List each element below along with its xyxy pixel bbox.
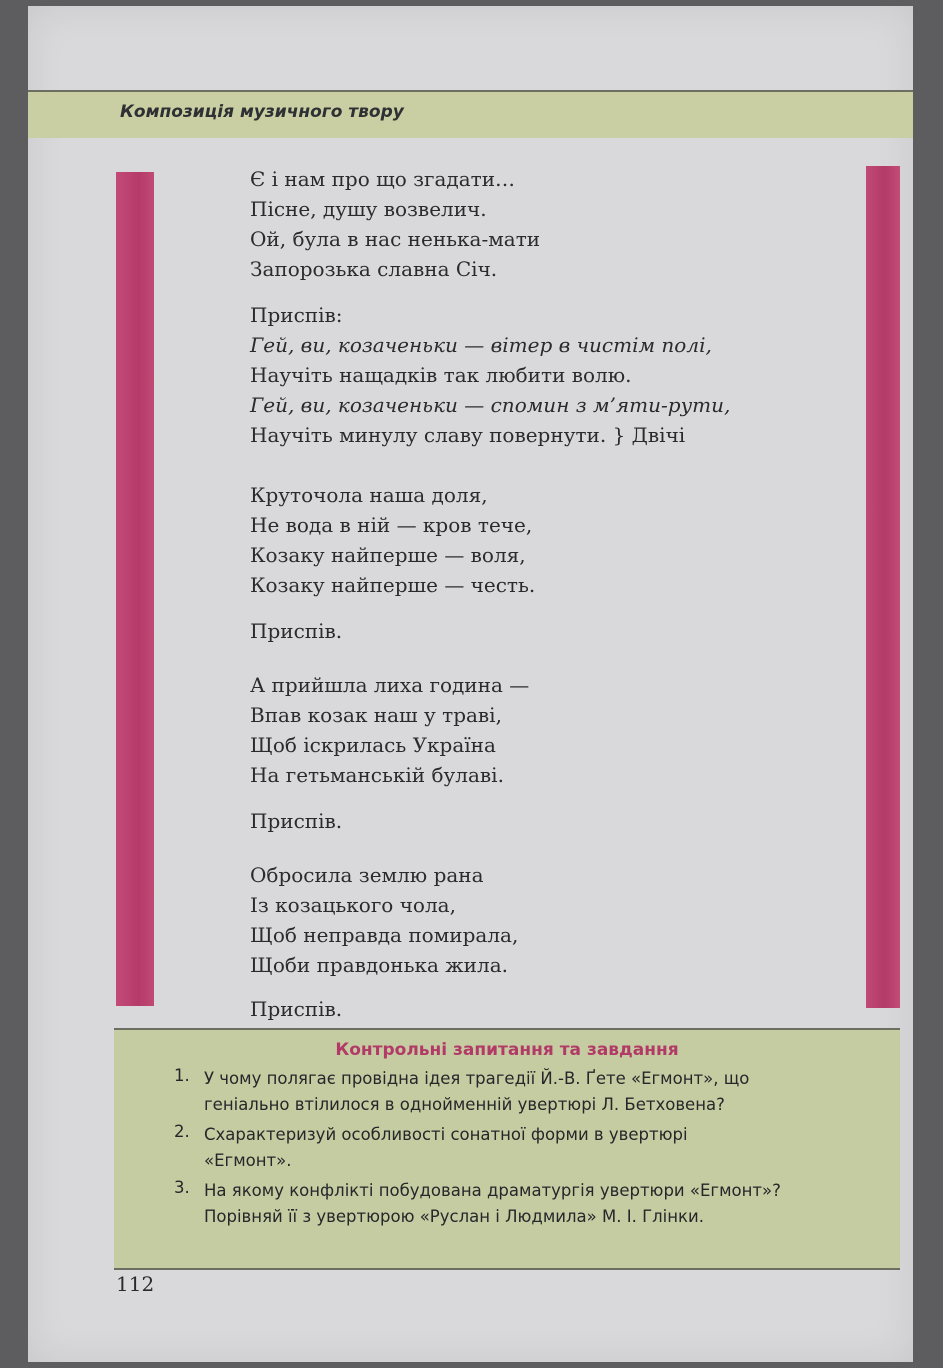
lyric-line: Не вода в ній — кров тече, <box>250 513 533 537</box>
refrain-label: Приспів. <box>250 809 343 833</box>
chorus-line: Гей, ви, козаченьки — спомин з м’яти-рути, <box>250 393 731 417</box>
refrain-label: Приспів. <box>250 997 343 1021</box>
chorus-line-last <box>250 420 830 450</box>
question-item <box>174 1178 894 1230</box>
lyric-line: Козаку найперше — воля, <box>250 543 526 567</box>
left-decorative-bar <box>116 172 154 1006</box>
question-text: геніально втілилося в однойменній увертюрі Л. Бетховена? <box>204 1095 725 1114</box>
question-item <box>174 1122 894 1174</box>
chorus-line: Научіть нащадків так любити волю. <box>250 363 632 387</box>
chorus-label: Приспів: <box>250 303 343 327</box>
lyric-line: Щоби правдонька жила. <box>250 953 508 977</box>
book-page <box>28 6 913 1362</box>
lyric-line: Із козацького чола, <box>250 893 456 917</box>
repeat-twice-mark: } Двічі <box>612 423 686 447</box>
question-text: Порівняй її з увертюрою «Руслан і Людмила» М. І. Глінки. <box>204 1207 704 1226</box>
review-questions-box <box>114 1028 900 1270</box>
chorus <box>250 300 830 450</box>
lyric-line: Впав козак наш у траві, <box>250 703 502 727</box>
lyric-line: Обросила землю рана <box>250 863 484 887</box>
lyric-line: Щоб іскрилась Україна <box>250 733 496 757</box>
lyric-line: Є і нам про що згадати… <box>250 167 516 191</box>
question-item <box>174 1066 894 1118</box>
refrain-label: Приспів. <box>250 619 343 643</box>
lyric-line: Щоб неправда помирала, <box>250 923 519 947</box>
question-text: На якому конфлікті побудована драматургія увертюри «Егмонт»? <box>204 1181 781 1200</box>
lyric-line: Ой, була в нас ненька-мати <box>250 227 541 251</box>
stanza-4 <box>250 860 830 980</box>
questions-list <box>174 1066 894 1234</box>
question-text: Схарактеризуй особливості сонатної форми в увертюрі <box>204 1125 688 1144</box>
lyric-line: Козаку найперше — честь. <box>250 573 536 597</box>
section-title: Композиція музичного твору <box>120 102 404 122</box>
lyric-line: А прийшла лиха година — <box>250 673 530 697</box>
chorus-line: Гей, ви, козаченьки — вітер в чистім полі, <box>250 333 712 357</box>
chorus-line: Научіть минулу славу повернути. <box>250 423 607 447</box>
section-header-band <box>28 90 913 138</box>
questions-title: Контрольні запитання та завдання <box>335 1040 679 1060</box>
question-number: 3. <box>174 1178 190 1197</box>
question-number: 1. <box>174 1066 190 1085</box>
song-lyrics <box>250 164 830 1024</box>
page-number: 112 <box>116 1272 155 1296</box>
stanza-2 <box>250 480 830 600</box>
stanza-1 <box>250 164 830 284</box>
lyric-line: Круточола наша доля, <box>250 483 488 507</box>
question-text: «Егмонт». <box>204 1151 292 1170</box>
lyric-line: Пісне, душу возвелич. <box>250 197 487 221</box>
question-number: 2. <box>174 1122 190 1141</box>
question-text: У чому полягає провідна ідея трагедії Й.-В. Ґете «Егмонт», що <box>204 1069 750 1088</box>
lyric-line: На гетьманській булаві. <box>250 763 504 787</box>
stanza-3 <box>250 670 830 790</box>
right-decorative-bar <box>866 166 900 1008</box>
lyric-line: Запорозька славна Січ. <box>250 257 498 281</box>
